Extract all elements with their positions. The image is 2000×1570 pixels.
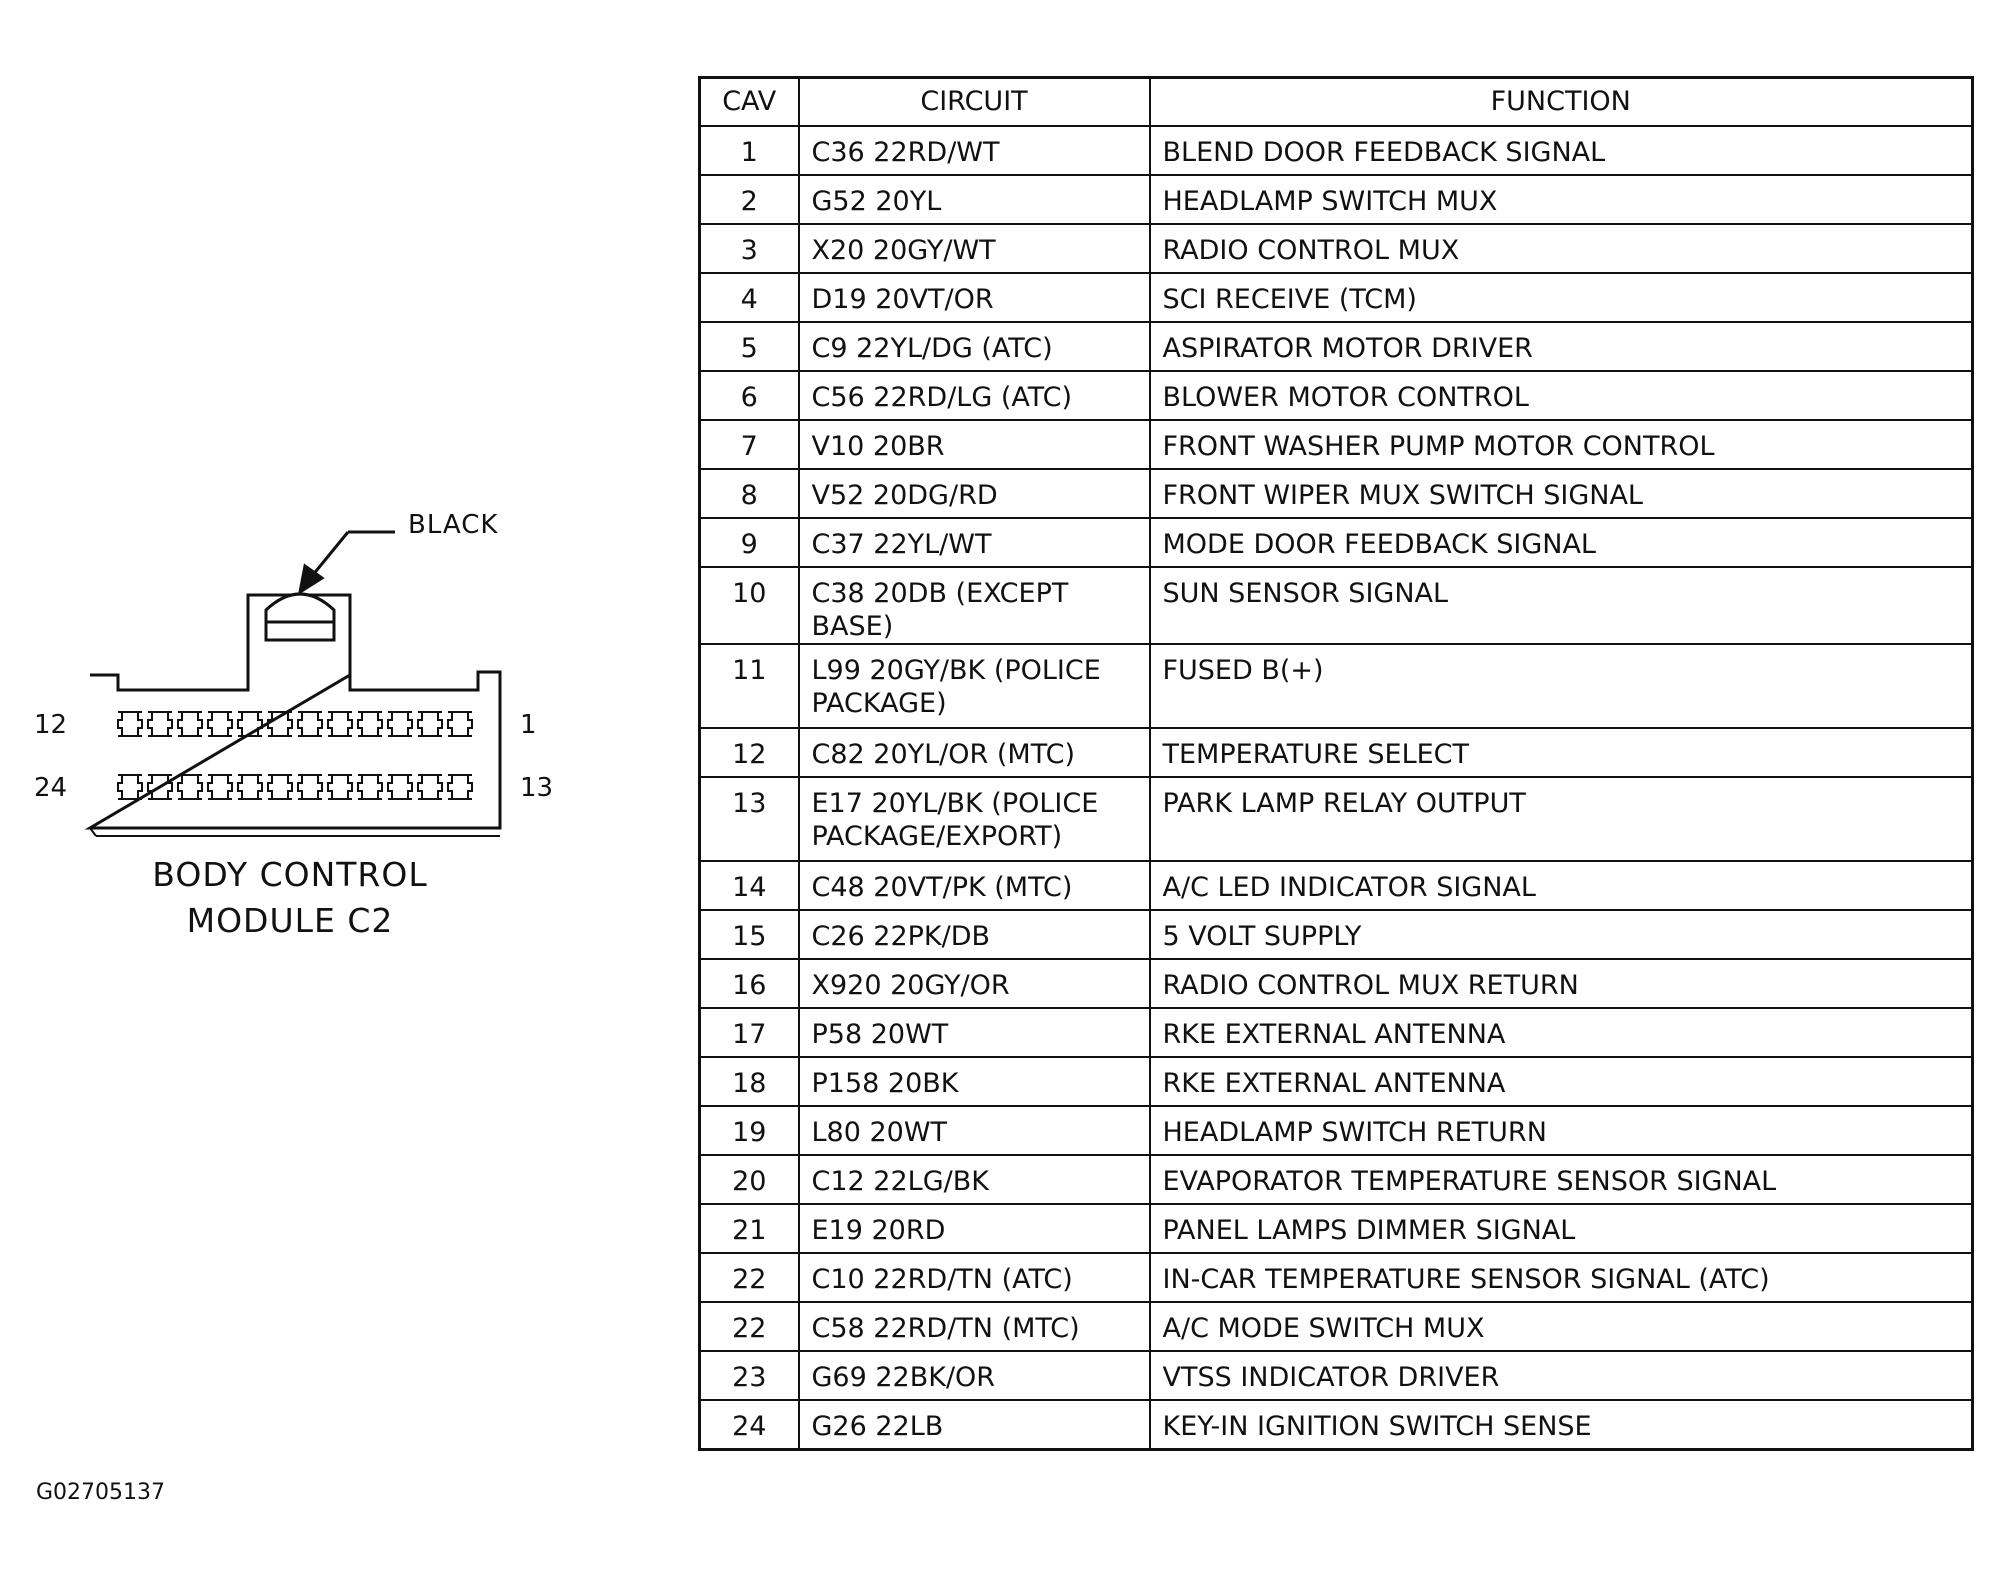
table-row	[700, 1008, 1973, 1057]
circuit-cell: C58 22RD/TN (MTC)	[799, 1302, 1150, 1351]
table-row	[700, 959, 1973, 1008]
pin-cavity	[388, 775, 412, 799]
function-cell: FRONT WASHER PUMP MOTOR CONTROL	[1150, 420, 1973, 469]
cav-cell: 15	[700, 910, 799, 959]
circuit-cell: C38 20DB (EXCEPT BASE)	[799, 567, 1150, 644]
circuit-cell: G69 22BK/OR	[799, 1351, 1150, 1400]
function-cell: A/C MODE SWITCH MUX	[1150, 1302, 1973, 1351]
table-row	[700, 728, 1973, 777]
circuit-cell: P58 20WT	[799, 1008, 1150, 1057]
pin-cavity	[298, 775, 322, 799]
table-row	[700, 420, 1973, 469]
pin-cavity	[358, 775, 382, 799]
circuit-cell: C48 20VT/PK (MTC)	[799, 861, 1150, 910]
cav-cell: 20	[700, 1155, 799, 1204]
function-cell: BLOWER MOTOR CONTROL	[1150, 371, 1973, 420]
circuit-cell: C36 22RD/WT	[799, 126, 1150, 175]
function-cell: HEADLAMP SWITCH RETURN	[1150, 1106, 1973, 1155]
cav-cell: 9	[700, 518, 799, 567]
table-row	[700, 910, 1973, 959]
cav-cell: 16	[700, 959, 799, 1008]
cav-cell: 3	[700, 224, 799, 273]
pin-cavity	[208, 775, 232, 799]
function-cell: SUN SENSOR SIGNAL	[1150, 567, 1973, 644]
table-row	[700, 371, 1973, 420]
module-title	[140, 852, 440, 944]
pin-label-24: 24	[34, 773, 68, 803]
function-cell: A/C LED INDICATOR SIGNAL	[1150, 861, 1973, 910]
cav-cell: 13	[700, 777, 799, 861]
cav-cell: 18	[700, 1057, 799, 1106]
cav-cell: 17	[700, 1008, 799, 1057]
circuit-cell: C12 22LG/BK	[799, 1155, 1150, 1204]
cav-cell: 10	[700, 567, 799, 644]
function-cell: RADIO CONTROL MUX RETURN	[1150, 959, 1973, 1008]
function-cell: ASPIRATOR MOTOR DRIVER	[1150, 322, 1973, 371]
table-row	[700, 224, 1973, 273]
pin-cavity	[178, 712, 202, 736]
cav-cell: 12	[700, 728, 799, 777]
latch-bump	[266, 594, 334, 640]
function-cell: SCI RECEIVE (TCM)	[1150, 273, 1973, 322]
table-row	[700, 1253, 1973, 1302]
pin-cavity	[418, 775, 442, 799]
pin-cavity	[118, 712, 142, 736]
function-cell: RKE EXTERNAL ANTENNA	[1150, 1008, 1973, 1057]
connector-body	[90, 672, 500, 828]
table-row	[700, 273, 1973, 322]
cav-cell: 6	[700, 371, 799, 420]
table-header-row	[700, 78, 1973, 127]
pin-label-1: 1	[520, 710, 537, 740]
pin-cavity	[448, 712, 472, 736]
table-row	[700, 175, 1973, 224]
table-row	[700, 861, 1973, 910]
function-cell: PANEL LAMPS DIMMER SIGNAL	[1150, 1204, 1973, 1253]
circuit-cell: C10 22RD/TN (ATC)	[799, 1253, 1150, 1302]
table-row	[700, 777, 1973, 861]
table-row	[700, 1204, 1973, 1253]
cav-cell: 24	[700, 1400, 799, 1449]
table-row	[700, 1155, 1973, 1204]
function-cell: EVAPORATOR TEMPERATURE SENSOR SIGNAL	[1150, 1155, 1973, 1204]
cav-cell: 22	[700, 1302, 799, 1351]
table-row	[700, 518, 1973, 567]
pin-cavity	[298, 712, 322, 736]
circuit-cell: L80 20WT	[799, 1106, 1150, 1155]
cav-cell: 21	[700, 1204, 799, 1253]
circuit-cell: C82 20YL/OR (MTC)	[799, 728, 1150, 777]
table-row	[700, 1106, 1973, 1155]
pin-cavity	[118, 775, 142, 799]
pin-cavity	[268, 775, 292, 799]
pin-cavity	[388, 712, 412, 736]
circuit-cell: C37 22YL/WT	[799, 518, 1150, 567]
pin-cavity	[358, 712, 382, 736]
pin-label-12: 12	[34, 710, 68, 740]
header-cav: CAV	[700, 78, 799, 127]
table-row	[700, 1400, 1973, 1449]
pin-cavity	[448, 775, 472, 799]
cav-cell: 22	[700, 1253, 799, 1302]
cav-cell: 4	[700, 273, 799, 322]
header-circuit: CIRCUIT	[799, 78, 1150, 127]
circuit-cell: X20 20GY/WT	[799, 224, 1150, 273]
table-row	[700, 469, 1973, 518]
table-row	[700, 567, 1973, 644]
circuit-cell: D19 20VT/OR	[799, 273, 1150, 322]
pin-cavity	[328, 712, 352, 736]
cav-cell: 5	[700, 322, 799, 371]
figure-code: G02705137	[36, 1480, 166, 1505]
cav-cell: 8	[700, 469, 799, 518]
circuit-cell: P158 20BK	[799, 1057, 1150, 1106]
cav-cell: 23	[700, 1351, 799, 1400]
cav-cell: 1	[700, 126, 799, 175]
function-cell: FUSED B(+)	[1150, 644, 1973, 728]
table-row	[700, 322, 1973, 371]
pin-label-13: 13	[520, 773, 554, 803]
circuit-cell: V10 20BR	[799, 420, 1150, 469]
module-title-line2: MODULE C2	[186, 901, 394, 940]
function-cell: VTSS INDICATOR DRIVER	[1150, 1351, 1973, 1400]
module-title-line1: BODY CONTROL	[152, 855, 428, 894]
function-cell: TEMPERATURE SELECT	[1150, 728, 1973, 777]
function-cell: RADIO CONTROL MUX	[1150, 224, 1973, 273]
table-row	[700, 126, 1973, 175]
circuit-cell: L99 20GY/BK (POLICE PACKAGE)	[799, 644, 1150, 728]
cav-cell: 7	[700, 420, 799, 469]
pin-cavity	[148, 712, 172, 736]
pin-cavity	[178, 775, 202, 799]
function-cell: KEY-IN IGNITION SWITCH SENSE	[1150, 1400, 1973, 1449]
circuit-cell: G26 22LB	[799, 1400, 1150, 1449]
pinout-table	[698, 76, 1974, 1451]
circuit-cell: G52 20YL	[799, 175, 1150, 224]
cav-cell: 11	[700, 644, 799, 728]
pin-row-top	[118, 712, 472, 736]
header-function: FUNCTION	[1150, 78, 1973, 127]
circuit-cell: V52 20DG/RD	[799, 469, 1150, 518]
pin-cavity	[418, 712, 442, 736]
function-cell: RKE EXTERNAL ANTENNA	[1150, 1057, 1973, 1106]
connector-color-label: BLACK	[408, 510, 499, 540]
circuit-cell: C56 22RD/LG (ATC)	[799, 371, 1150, 420]
table-row	[700, 1302, 1973, 1351]
circuit-cell: C9 22YL/DG (ATC)	[799, 322, 1150, 371]
cav-cell: 2	[700, 175, 799, 224]
function-cell: FRONT WIPER MUX SWITCH SIGNAL	[1150, 469, 1973, 518]
pin-cavity	[328, 775, 352, 799]
cav-cell: 19	[700, 1106, 799, 1155]
circuit-cell: E17 20YL/BK (POLICE PACKAGE/EXPORT)	[799, 777, 1150, 861]
function-cell: IN-CAR TEMPERATURE SENSOR SIGNAL (ATC)	[1150, 1253, 1973, 1302]
function-cell: BLEND DOOR FEEDBACK SIGNAL	[1150, 126, 1973, 175]
cav-cell: 14	[700, 861, 799, 910]
pin-cavity	[208, 712, 232, 736]
table-row	[700, 644, 1973, 728]
function-cell: 5 VOLT SUPPLY	[1150, 910, 1973, 959]
function-cell: HEADLAMP SWITCH MUX	[1150, 175, 1973, 224]
table-row	[700, 1057, 1973, 1106]
pin-cavity	[238, 775, 262, 799]
function-cell: MODE DOOR FEEDBACK SIGNAL	[1150, 518, 1973, 567]
table-row	[700, 1351, 1973, 1400]
circuit-cell: E19 20RD	[799, 1204, 1150, 1253]
function-cell: PARK LAMP RELAY OUTPUT	[1150, 777, 1973, 861]
circuit-cell: X920 20GY/OR	[799, 959, 1150, 1008]
circuit-cell: C26 22PK/DB	[799, 910, 1150, 959]
